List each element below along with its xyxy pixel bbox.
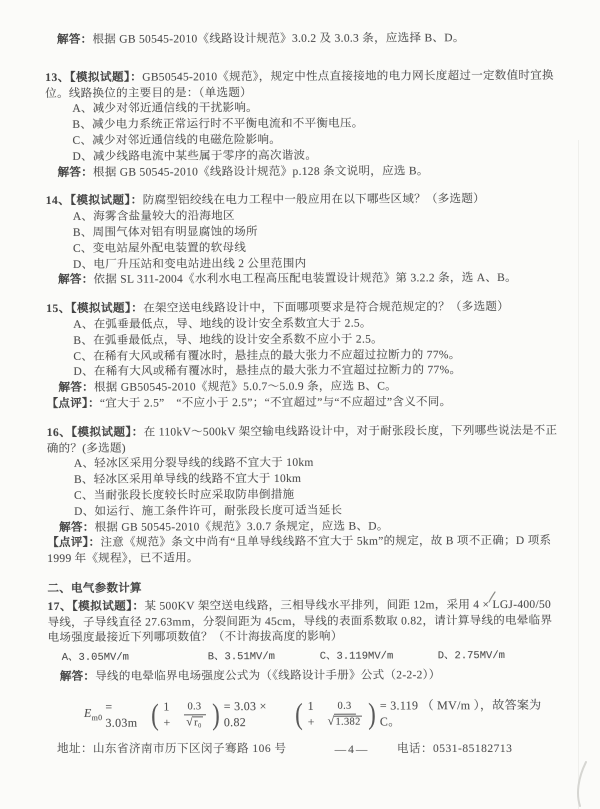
question-14-option-d: D、电厂升压站和变电站进出线 2 公里范围内 — [72, 257, 307, 271]
question-15 — [46, 300, 561, 413]
comment-label: 【点评】： — [46, 397, 100, 410]
fraction-2 — [328, 700, 362, 728]
question-14-answer — [46, 271, 561, 289]
fraction-2-numerator: 0.3 — [333, 700, 355, 714]
question-16-stem-text: 在 110kV～500kV 架空输电线路设计中，对于耐张段长度，下列哪些说法是不正确的？(多选题) — [46, 424, 558, 455]
question-14-stem — [46, 192, 561, 210]
question-13-stem-text: GB50545-2010《规范》，规定中性点直接接地的电力网长度超过一定数值时宜换位。线路换位的主要目的是：（单选题） — [45, 69, 554, 100]
comment-text: 注意《规范》条文中尚有“且单导线线路不宜大于 5km”的规定，故 B 项不正确；D 项系 1999 年《规程》，已不适用。 — [47, 535, 552, 566]
question-15-stem-text: 在架空送电线路设计中，下面哪项要求是符合规范规定的？（多选题） — [143, 301, 510, 315]
question-15-option-b: B、在弧垂最低点，导、地线的设计安全系数不应小于 2.5。 — [73, 333, 383, 347]
question-15-heading: 15、【模拟试题】： — [46, 302, 144, 316]
fraction-1-denominator — [186, 715, 203, 729]
radical-sign: √ — [327, 713, 335, 728]
answer-label: 解答： — [58, 381, 94, 395]
answer-label: 解答： — [59, 521, 95, 534]
fraction-1-numerator: 0.3 — [183, 701, 205, 715]
formula-result: = 3.119 （ MV/m ），故答案为 C。 — [379, 697, 542, 729]
question-14 — [46, 192, 561, 289]
answer-label: 解答： — [57, 166, 94, 179]
question-15-stem — [46, 300, 561, 318]
question-16 — [47, 423, 563, 567]
answer-text: 根据 GB50545-2010《规范》5.0.7～5.0.9 条，应选 B、C。 — [93, 380, 398, 394]
question-17 — [47, 597, 563, 737]
question-17-option-d: D、2.75MV/m — [437, 650, 505, 663]
question-16-stem — [47, 423, 562, 457]
formula-inner-1 — [163, 699, 207, 731]
question-14-option-a: A、海雾含盐量较大的沿海地区 — [72, 210, 235, 224]
formula-variable — [84, 705, 103, 725]
question-13-option-c: C、减少对邻近通信线的电磁危险影响。 — [72, 133, 282, 147]
question-17-option-b: B、3.51MV/m — [207, 651, 275, 664]
footer-address: 地址：山东省济南市历下区闵子骞路 106 号 — [57, 743, 287, 755]
question-13-stem — [45, 69, 560, 103]
comment-label: 【点评】： — [47, 537, 101, 550]
question-15-option-d: D、在稀有大风或稀有覆冰时，悬挂点的最大张力不宜超过拉断力的 77%。 — [73, 364, 462, 379]
formula-eq2: = 3.03 × 0.82 — [223, 698, 267, 729]
page-number: —4— — [334, 744, 370, 756]
answer-label: 解答： — [57, 33, 93, 46]
footer-phone: 电话：0531-85182713 — [397, 743, 513, 755]
question-16-comment — [47, 534, 562, 568]
fraction-2-denominator — [328, 714, 362, 728]
question-17-stem — [47, 597, 562, 647]
question-14-option-b: B、周围气体对铝有明显腐蚀的场所 — [72, 226, 258, 239]
question-14-option-c: C、变电站屋外配电装置的软母线 — [72, 241, 247, 255]
question-17-option-a: A、3.05MV/m — [61, 651, 129, 665]
comment-text: “宜大于 2.5” “不应小于 2.5”；“不宜超过”与“不应超过”含义不同。 — [99, 396, 452, 410]
page-content — [45, 31, 563, 738]
formula-one-plus-2: 1 + — [307, 698, 315, 729]
question-15-comment — [47, 395, 562, 413]
question-14-heading: 14、【模拟试题】： — [45, 194, 143, 208]
question-16-option-a: A、轻冰区采用分裂导线的线路不宜大于 10km — [73, 457, 314, 471]
fraction-1-radicand: r₀ — [194, 717, 202, 729]
question-13-option-b: B、减少电力系统正常运行时不平衡电流和不平衡电压。 — [72, 117, 364, 132]
pen-mark — [550, 758, 595, 808]
question-17-stem-text: 某 500KV 架空送电线路，三相导线水平排列，间距 12m，采用 4 × LGJ-400/50 导线，子导线直径 27.63mm，分裂间距为 45cm，导线的表面系数取 0.82，请计算导线的电晕临界电场强度最接近下列哪项数值？（不计海拔高度的影响） — [47, 598, 553, 645]
answer-text: 依据 SL 311-2004《水利水电工程高压配电装置设计规范》第 3.2.2 条，选 A、B。 — [93, 272, 517, 287]
question-16-option-b: B、轻冰区采用单导线的线路不宜大于 10km — [73, 473, 302, 487]
answer-text: 导线的电晕临界电场强度公式为（《线路设计手册》公式（2-2-2）） — [95, 669, 441, 683]
question-15-option-c: C、在稀有大风或稀有覆冰时，悬挂点的最大张力不应超过拉断力的 77%。 — [73, 348, 461, 363]
question-13-answer — [46, 163, 561, 181]
answer-label: 解答： — [58, 274, 94, 287]
question-16-option-c: C、当耐张段长度较长时应采取防串倒措施 — [73, 488, 295, 502]
formula-one-plus-1: 1 + — [163, 699, 171, 730]
question-16-option-d: D、如运行、施工条件许可，耐张段长度可适当延长 — [74, 504, 343, 518]
radical-sign: √ — [186, 714, 194, 729]
page-footer — [57, 740, 557, 756]
formula-inner-2 — [308, 699, 364, 731]
formula-E-subscript: m0 — [91, 712, 103, 722]
answer-text: 根据 GB 50545-2010《线路设计规范》p.128 条文说明，应选 B。 — [92, 164, 429, 179]
scan-edge-line — [578, 140, 579, 809]
question-17-options-row — [48, 649, 563, 667]
question-13-option-d: D、减少线路电流中某些属于零序的高次谐波。 — [72, 149, 318, 163]
prev-question-answer — [45, 31, 560, 49]
answer-text: 根据 GB 50545-2010《线路设计规范》3.0.2 及 3.0.3 条，应选择 B、D。 — [92, 32, 465, 46]
corona-field-strength-formula — [84, 691, 563, 737]
question-15-option-a: A、在弧垂最低点，导、地线的设计安全系数宜大于 2.5。 — [73, 317, 372, 331]
question-14-stem-text: 防腐型铝绞线在电力工程中一般应用在以下哪些区域？（多选题） — [142, 193, 485, 207]
fraction-2-radicand: 1.382 — [335, 716, 361, 728]
question-13-heading: 13、【模拟试题】： — [45, 71, 143, 84]
question-13 — [45, 69, 560, 182]
formula-E: E — [83, 705, 92, 720]
answer-text: 根据 GB 50545-2010《规范》3.0.7 条规定，应选 B、D。 — [94, 520, 389, 534]
section-2-title: 二、电气参数计算 — [47, 582, 142, 595]
question-17-heading: 17、【模拟试题】： — [47, 600, 145, 613]
formula-eq1: = 3.03m — [105, 699, 138, 730]
question-13-option-a: A、减少对邻近通信线的干扰影响。 — [72, 102, 258, 116]
question-17-option-c: C、3.119MV/m — [319, 650, 394, 663]
fraction-1 — [183, 701, 205, 729]
question-16-heading: 16、【模拟试题】： — [46, 426, 144, 439]
answer-label: 解答： — [59, 670, 96, 683]
question-17-answer — [48, 668, 563, 686]
